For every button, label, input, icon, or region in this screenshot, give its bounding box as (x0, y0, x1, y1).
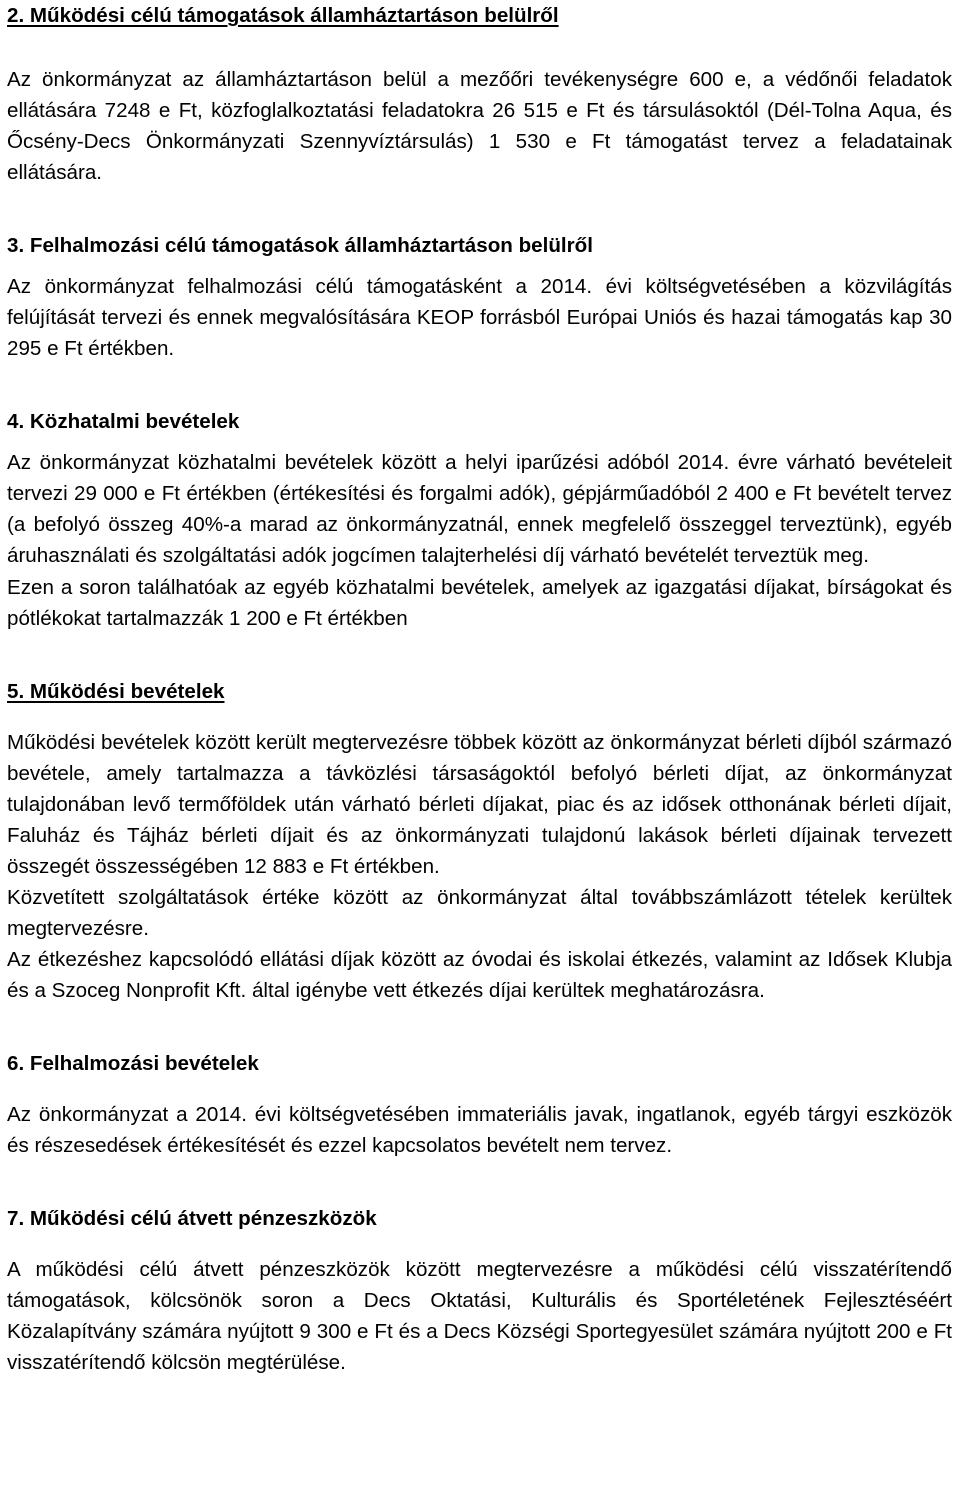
section-6-heading: 6. Felhalmozási bevételek (7, 1052, 259, 1075)
section-4-heading: 4. Közhatalmi bevételek (7, 410, 240, 433)
section-4 (7, 406, 952, 634)
section-4-paragraph-2: Ezen a soron találhatóak az egyéb közhatalmi bevételek, amelyek az igazgatási díjakat, bírságokat és pótlékokat tartalmazzák 1 200 e Ft értékben (7, 576, 952, 630)
section-5-paragraph-2: Közvetített szolgáltatások értéke között az önkormányzat által továbbszámlázott tételek kerültek megtervezésre. (7, 886, 952, 940)
section-2-paragraph-1: Az önkormányzat az államháztartáson belül a mezőőri tevékenységre 600 e, a védőnői feladatok ellátására 7248 e Ft, közfoglalkoztatási feladatokra 26 515 e Ft és társulásoktól (Dél-Tolna Aqua, és Őcsény-Decs Önkormányzati Szennyvíztársulás) 1 530 e Ft támogatást tervez a feladatainak ellátására. (7, 68, 952, 184)
section-3 (7, 230, 952, 364)
section-3-heading: 3. Felhalmozási célú támogatások államháztartáson belülről (7, 234, 593, 257)
section-2 (7, 0, 952, 188)
section-7-paragraph-1: A működési célú átvett pénzeszközök között megtervezésre a működési célú visszatérítendő támogatások, kölcsönök soron a Decs Oktatási, Kulturális és Sportéletének Fejlesztéséért Közalapítvány számára nyújtott 9 300 e Ft és a Decs Községi Sportegyesület számára nyújtott 200 e Ft visszatérítendő kölcsön megtérülése. (7, 1258, 952, 1374)
section-5-paragraph-3: Az étkezéshez kapcsolódó ellátási díjak között az óvodai és iskolai étkezés, valamint az Idősek Klubja és a Szoceg Nonprofit Kft. által igénybe vett étkezés díjai kerültek meghatározásra. (7, 948, 952, 1002)
section-4-paragraph-1: Az önkormányzat közhatalmi bevételek között a helyi iparűzési adóból 2014. évre várható bevételeit tervezi 29 000 e Ft értékben (értékesítési és forgalmi adók), gépjárműadóból 2 400 e Ft bevételt tervez (a befolyó összeg 40%-a marad az önkormányzatnál, ennek megfelelő összeggel terveztünk), egyéb áruhasználati és szolgáltatási adók jogcímen talajterhelési díj várható bevételét terveztük meg. (7, 451, 952, 567)
section-5-heading: 5. Működési bevételek (7, 680, 225, 703)
section-3-paragraph-1: Az önkormányzat felhalmozási célú támogatásként a 2014. évi költségvetésében a közvilágítás felújítását tervezi és ennek megvalósítására KEOP forrásból Európai Uniós és hazai támogatás kap 30 295 e Ft értékben. (7, 275, 952, 360)
section-7-heading: 7. Működési célú átvett pénzeszközök (7, 1207, 377, 1230)
section-2-heading: 2. Működési célú támogatások államháztartáson belülről (7, 4, 559, 27)
section-6-paragraph-1: Az önkormányzat a 2014. évi költségvetésében immateriális javak, ingatlanok, egyéb tárgyi eszközök és részesedések értékesítését és ezzel kapcsolatos bevételt nem tervez. (7, 1103, 952, 1157)
section-7 (7, 1203, 952, 1378)
section-5 (7, 676, 952, 1006)
section-5-paragraph-1: Működési bevételek között került megtervezésre többek között az önkormányzat bérleti díjból származó bevétele, amely tartalmazza a távközlési társaságoktól befolyó bérleti díjat, az önkormányzat tulajdonában levő termőföldek után várható bérleti díjakat, piac és az idősek otthonának bérleti díjait, Faluház és Tájház bérleti díjait és az önkormányzati tulajdonú lakások bérleti díjainak tervezett összegét összességében 12 883 e Ft értékben. (7, 731, 952, 878)
section-6 (7, 1048, 952, 1161)
